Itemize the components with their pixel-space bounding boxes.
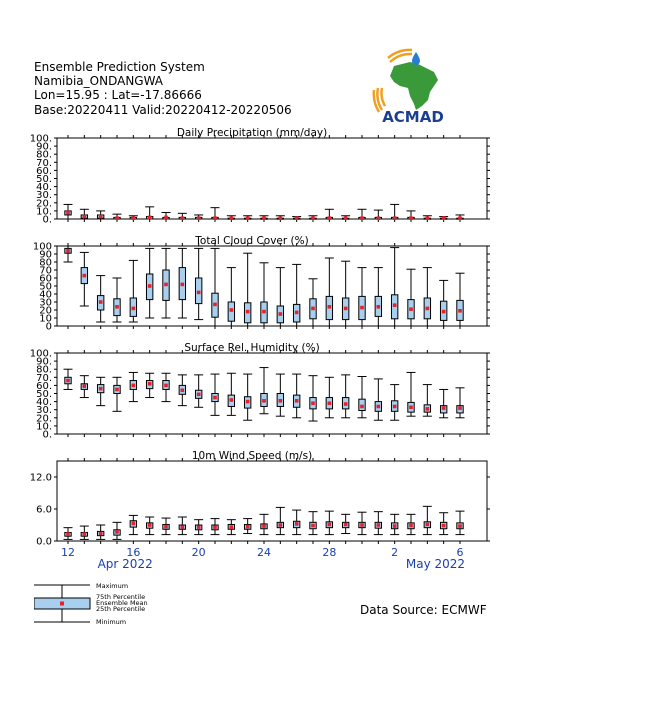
box-day-3 — [96, 276, 105, 322]
box-day-3 — [96, 525, 105, 539]
box-day-9 — [194, 375, 203, 407]
mean-marker — [115, 530, 119, 534]
mean-marker — [197, 216, 201, 220]
mean-marker — [328, 523, 332, 527]
mean-marker — [66, 532, 70, 536]
y-tick-label: 80. — [36, 364, 52, 376]
box-day-23 — [423, 385, 432, 417]
box-day-12 — [243, 253, 252, 326]
mean-marker — [246, 525, 250, 529]
box-day-8 — [178, 213, 187, 220]
mean-marker — [442, 406, 446, 410]
box-day-13 — [260, 216, 269, 220]
x-tick-label: 24 — [257, 546, 271, 559]
box-day-17 — [325, 209, 334, 220]
mean-marker — [213, 303, 217, 307]
mean-marker — [213, 396, 217, 400]
mean-marker — [328, 216, 332, 220]
y-tick-label: 40 — [39, 289, 52, 301]
mean-marker — [377, 305, 381, 309]
box-day-10 — [211, 374, 220, 415]
mean-marker — [181, 525, 185, 529]
box-day-20 — [374, 512, 383, 535]
box-day-12 — [243, 374, 252, 420]
box-day-4 — [113, 377, 122, 411]
box-day-7 — [162, 518, 171, 535]
mean-marker — [164, 283, 168, 287]
mean-marker — [360, 306, 364, 310]
mean-marker — [426, 216, 430, 220]
box-day-22 — [407, 372, 416, 416]
box-day-3 — [96, 377, 105, 405]
y-tick-label: 10. — [36, 421, 52, 433]
legend-mean-marker — [60, 602, 64, 606]
mean-marker — [344, 216, 348, 220]
header-coordinates: Lon=15.95 : Lat=-17.86666 — [34, 88, 202, 102]
box-day-23 — [423, 506, 432, 534]
box-day-2 — [80, 526, 89, 539]
mean-marker — [181, 388, 185, 392]
y-tick-label: 0.0 — [36, 536, 52, 548]
box-day-5 — [129, 515, 138, 534]
y-tick-label: 90 — [39, 249, 52, 261]
mean-marker — [181, 216, 185, 220]
box-day-8 — [178, 248, 187, 318]
y-tick-label: 30. — [36, 405, 52, 417]
box-day-7 — [162, 213, 171, 220]
box-day-11 — [227, 268, 236, 326]
box-day-9 — [194, 248, 203, 319]
box-day-17 — [325, 511, 334, 534]
box-day-23 — [423, 216, 432, 220]
box-day-5 — [129, 216, 138, 220]
box-day-13 — [260, 263, 269, 326]
mean-marker — [99, 387, 103, 391]
y-tick-label: 100 — [32, 241, 52, 253]
y-tick-label: 60. — [36, 165, 52, 177]
box-day-20 — [374, 379, 383, 420]
mean-marker — [377, 523, 381, 527]
month-label: May 2022 — [405, 557, 466, 571]
y-tick-label: 50. — [36, 389, 52, 400]
box-day-15 — [292, 216, 301, 220]
box-day-25 — [456, 388, 465, 418]
y-tick-label: 20. — [36, 413, 52, 425]
panel-frame — [57, 246, 487, 326]
box-day-15 — [292, 510, 301, 535]
mean-marker — [148, 382, 152, 386]
box-day-21 — [390, 248, 399, 326]
box-day-22 — [407, 514, 416, 534]
box-day-24 — [439, 389, 448, 417]
box-day-5 — [129, 260, 138, 322]
box-day-11 — [227, 520, 236, 535]
y-tick-label: 70 — [39, 265, 52, 277]
box-day-13 — [260, 514, 269, 534]
x-tick-label: 28 — [322, 546, 337, 559]
box-day-16 — [309, 376, 318, 421]
panel-title: Surface Rel. Humidity (%) — [184, 342, 320, 354]
legend-mean: Ensemble Mean — [96, 599, 148, 607]
mean-marker — [360, 216, 364, 220]
box-day-1 — [64, 246, 73, 262]
box-day-6 — [145, 373, 154, 397]
box-day-19 — [358, 268, 367, 326]
mean-marker — [197, 393, 201, 397]
box-day-4 — [113, 214, 122, 220]
mean-marker — [83, 274, 87, 278]
mean-marker — [66, 379, 70, 383]
mean-marker — [148, 216, 152, 220]
mean-marker — [197, 291, 201, 295]
box-day-12 — [243, 216, 252, 220]
mean-marker — [426, 407, 430, 411]
mean-marker — [426, 307, 430, 311]
mean-marker — [148, 284, 152, 288]
mean-marker — [311, 401, 315, 405]
mean-marker — [83, 532, 87, 536]
box-day-3 — [96, 211, 105, 219]
panel-title: 10m Wind Speed (m/s) — [191, 450, 313, 462]
y-tick-label: 70. — [36, 372, 52, 384]
box-day-21 — [390, 204, 399, 220]
mean-marker — [132, 522, 136, 526]
box-day-19 — [358, 376, 367, 417]
box-day-18 — [341, 216, 350, 220]
mean-marker — [360, 405, 364, 409]
box-day-8 — [178, 375, 187, 406]
box-day-11 — [227, 216, 236, 220]
box-day-7 — [162, 248, 171, 318]
box-day-21 — [390, 514, 399, 534]
box-day-25 — [456, 511, 465, 534]
box-day-14 — [276, 216, 285, 220]
box-day-18 — [341, 375, 350, 418]
mean-marker — [295, 522, 299, 526]
mean-marker — [344, 523, 348, 527]
box-day-25 — [456, 215, 465, 220]
legend-p75: 75th Percentile — [96, 593, 146, 601]
legend-maximum: Maximum — [96, 583, 129, 590]
y-tick-label: 40. — [36, 397, 52, 409]
y-tick-label: 20 — [39, 305, 52, 317]
x-tick-label: 6 — [456, 546, 464, 559]
box-day-14 — [276, 268, 285, 326]
x-tick-label: 2 — [391, 546, 399, 559]
y-tick-label: 20. — [36, 198, 52, 210]
box-day-25 — [456, 273, 465, 326]
box-day-18 — [341, 261, 350, 326]
box-day-23 — [423, 268, 432, 326]
box-day-7 — [162, 373, 171, 401]
mean-marker — [442, 310, 446, 314]
panel-title: Daily Precipitation (mm/day) — [176, 127, 328, 139]
box-day-2 — [80, 376, 89, 398]
y-tick-label: 90. — [36, 356, 52, 368]
mean-marker — [262, 524, 266, 528]
mean-marker — [164, 525, 168, 529]
mean-marker — [426, 523, 430, 527]
y-tick-label: 90. — [36, 141, 52, 153]
mean-marker — [328, 401, 332, 405]
mean-marker — [66, 211, 70, 215]
box-day-10 — [211, 248, 220, 326]
x-tick-label: 16 — [126, 546, 141, 559]
y-tick-label: 12.0 — [29, 472, 52, 484]
mean-marker — [164, 384, 168, 388]
mean-marker — [393, 524, 397, 528]
box-day-22 — [407, 269, 416, 326]
mean-marker — [213, 525, 217, 529]
mean-marker — [377, 216, 381, 220]
x-tick-label: 12 — [61, 546, 75, 559]
mean-marker — [393, 405, 397, 409]
y-tick-label: 80. — [36, 149, 52, 161]
panel-3 — [30, 342, 490, 441]
mean-marker — [295, 216, 299, 220]
box-day-20 — [374, 210, 383, 220]
mean-marker — [246, 310, 250, 314]
mean-marker — [377, 405, 381, 409]
mean-marker — [230, 398, 234, 402]
mean-marker — [311, 216, 315, 220]
mean-marker — [344, 307, 348, 311]
mean-marker — [311, 307, 315, 311]
y-tick-label: 50 — [39, 281, 52, 293]
mean-marker — [115, 305, 119, 309]
box-day-14 — [276, 374, 285, 416]
box-day-18 — [341, 514, 350, 533]
y-tick-label: 40. — [36, 182, 52, 194]
mean-marker — [66, 249, 70, 253]
mean-marker — [409, 216, 413, 220]
mean-marker — [458, 309, 462, 313]
mean-marker — [328, 305, 332, 309]
box-day-6 — [145, 248, 154, 318]
mean-marker — [279, 523, 283, 527]
y-tick-label: 0 — [45, 321, 52, 333]
mean-marker — [442, 524, 446, 528]
box-day-21 — [390, 385, 399, 421]
mean-marker — [132, 216, 136, 220]
mean-marker — [458, 524, 462, 528]
mean-marker — [393, 216, 397, 220]
mean-marker — [99, 215, 103, 219]
mean-marker — [409, 307, 413, 311]
header-dates: Base:20220411 Valid:20220412-20220506 — [34, 103, 292, 117]
month-label: Apr 2022 — [97, 557, 153, 571]
mean-marker — [213, 216, 217, 220]
mean-marker — [132, 384, 136, 388]
mean-marker — [148, 523, 152, 527]
y-tick-label: 80 — [39, 257, 52, 269]
legend — [34, 583, 174, 625]
box-day-19 — [358, 512, 367, 534]
box-day-4 — [113, 522, 122, 539]
mean-marker — [442, 216, 446, 220]
mean-marker — [295, 399, 299, 403]
box-day-24 — [439, 280, 448, 326]
panel-4 — [30, 450, 490, 548]
box-day-1 — [64, 528, 73, 540]
header-station: Namibia_ONDANGWA — [34, 74, 164, 88]
box-day-14 — [276, 507, 285, 534]
box-day-22 — [407, 211, 416, 220]
panel-frame — [57, 138, 487, 219]
y-tick-label: 70. — [36, 157, 52, 169]
box-day-4 — [113, 278, 122, 322]
panel-title: Total Cloud Cover (%) — [195, 235, 309, 247]
box-day-24 — [439, 513, 448, 535]
box-day-17 — [325, 377, 334, 418]
panel-1 — [30, 127, 490, 226]
mean-marker — [279, 312, 283, 316]
logo-text: ACMAD — [382, 108, 444, 126]
box-day-1 — [64, 204, 73, 219]
panel-frame — [57, 461, 487, 541]
y-tick-label: 0. — [42, 429, 52, 441]
mean-marker — [279, 399, 283, 403]
box-day-5 — [129, 372, 138, 401]
mean-marker — [99, 532, 103, 536]
box-day-15 — [292, 264, 301, 326]
mean-marker — [99, 300, 103, 304]
y-tick-label: 60. — [36, 380, 52, 392]
mean-marker — [409, 405, 413, 409]
box-day-2 — [80, 209, 89, 219]
mean-marker — [164, 216, 168, 220]
mean-marker — [83, 384, 87, 388]
box-day-11 — [227, 373, 236, 415]
mean-marker — [344, 402, 348, 406]
box-day-6 — [145, 517, 154, 535]
mean-marker — [181, 283, 185, 287]
box-day-17 — [325, 258, 334, 326]
mean-marker — [458, 216, 462, 220]
box-day-9 — [194, 520, 203, 535]
panel-frame — [57, 353, 487, 434]
y-tick-label: 6.0 — [36, 504, 52, 516]
y-tick-label: 10. — [36, 206, 52, 218]
y-tick-label: 30 — [39, 297, 52, 309]
mean-marker — [83, 215, 87, 219]
y-tick-label: 60 — [39, 273, 52, 285]
mean-marker — [409, 524, 413, 528]
mean-marker — [230, 216, 234, 220]
x-tick-label: 20 — [191, 546, 206, 559]
mean-marker — [246, 216, 250, 220]
legend-minimum: Minimum — [96, 618, 127, 625]
header-title: Ensemble Prediction System — [34, 60, 205, 74]
y-tick-label: 50. — [36, 174, 52, 185]
box-day-1 — [64, 369, 73, 389]
box-day-10 — [211, 519, 220, 535]
mean-marker — [295, 311, 299, 315]
box-day-8 — [178, 517, 187, 535]
box-day-15 — [292, 374, 301, 418]
box-day-19 — [358, 209, 367, 220]
mean-marker — [246, 400, 250, 404]
box-day-2 — [80, 252, 89, 306]
panel-2 — [33, 235, 490, 333]
box-day-10 — [211, 208, 220, 220]
mean-marker — [262, 310, 266, 314]
data-source: Data Source: ECMWF — [360, 603, 487, 617]
y-tick-label: 30. — [36, 190, 52, 202]
box-day-6 — [145, 207, 154, 219]
box-day-12 — [243, 519, 252, 534]
mean-marker — [132, 307, 136, 311]
mean-marker — [115, 388, 119, 392]
box-day-9 — [194, 215, 203, 220]
mean-marker — [262, 216, 266, 220]
mean-marker — [279, 216, 283, 220]
mean-marker — [230, 525, 234, 529]
mean-marker — [197, 525, 201, 529]
box-day-16 — [309, 216, 318, 220]
box-day-20 — [374, 268, 383, 326]
y-tick-label: 100. — [29, 348, 52, 360]
box-day-13 — [260, 368, 269, 414]
y-tick-label: 0. — [42, 214, 52, 226]
mean-marker — [115, 216, 119, 220]
mean-marker — [458, 406, 462, 410]
y-tick-label: 10 — [39, 313, 52, 325]
mean-marker — [230, 308, 234, 312]
box-day-16 — [309, 512, 318, 535]
legend-p25: 25th Percentile — [96, 605, 146, 613]
box-day-24 — [439, 216, 448, 220]
box-day-16 — [309, 279, 318, 326]
mean-marker — [262, 399, 266, 403]
mean-marker — [393, 303, 397, 307]
y-tick-label: 100. — [29, 133, 52, 145]
mean-marker — [311, 524, 315, 528]
mean-marker — [360, 523, 364, 527]
